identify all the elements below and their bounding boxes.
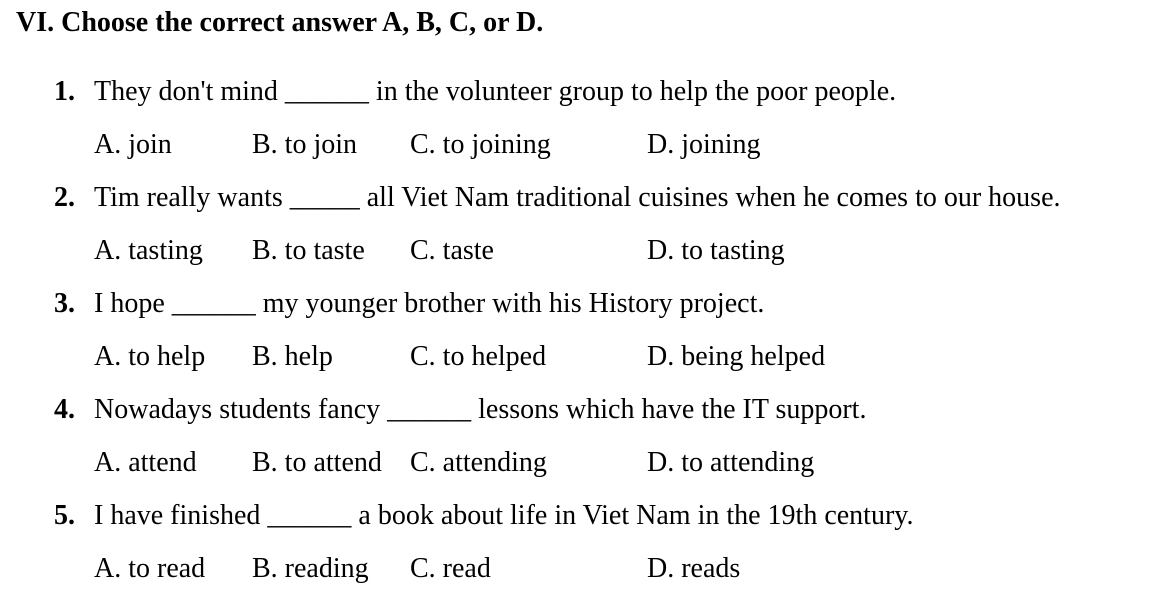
option-d[interactable]: D. to attending (647, 447, 815, 478)
question-stem (54, 498, 913, 534)
question-5 (54, 498, 1162, 604)
option-a[interactable]: A. join (94, 129, 172, 160)
option-b[interactable]: B. to attend (252, 447, 382, 478)
answer-blank: ______ (387, 394, 472, 425)
question-4 (54, 392, 1162, 498)
option-a[interactable]: A. attend (94, 447, 197, 478)
answer-blank: _____ (289, 182, 360, 213)
question-stem (54, 286, 764, 322)
option-c[interactable]: C. to helped (410, 341, 547, 372)
option-a[interactable]: A. tasting (94, 235, 203, 266)
question-number: 2. (54, 182, 75, 213)
option-c[interactable]: C. attending (410, 447, 547, 478)
question-3 (54, 286, 1162, 392)
answer-options (54, 127, 1162, 163)
answer-options (54, 551, 1162, 587)
answer-options (54, 339, 1162, 375)
question-number: 5. (54, 500, 75, 531)
question-text-before: Nowadays students fancy (94, 394, 388, 425)
answer-options (54, 445, 1162, 481)
option-a[interactable]: A. to read (94, 553, 206, 584)
option-c[interactable]: C. to joining (410, 129, 551, 160)
question-text-before: They don't mind (94, 76, 285, 107)
section-title: VI. Choose the correct answer A, B, C, or D. (16, 7, 544, 38)
question-text-after: lessons which have the IT support. (471, 394, 867, 425)
option-b[interactable]: B. to taste (252, 235, 365, 266)
option-c[interactable]: C. taste (410, 235, 494, 266)
answer-options (54, 233, 1162, 269)
option-b[interactable]: B. to join (252, 129, 358, 160)
question-text-after: all Viet Nam traditional cuisines when he comes to our house. (359, 182, 1061, 213)
question-number: 3. (54, 288, 75, 319)
option-d[interactable]: D. reads (647, 553, 741, 584)
option-b[interactable]: B. help (252, 341, 333, 372)
option-d[interactable]: D. joining (647, 129, 761, 160)
question-text-before: I have finished (94, 500, 268, 531)
question-text-after: a book about life in Viet Nam in the 19th century. (351, 500, 914, 531)
question-stem (54, 74, 896, 110)
answer-blank: ______ (284, 76, 369, 107)
question-text-after: my younger brother with his History project. (255, 288, 765, 319)
option-a[interactable]: A. to help (94, 341, 206, 372)
option-d[interactable]: D. being helped (647, 341, 826, 372)
question-number: 4. (54, 394, 75, 425)
question-stem (54, 392, 866, 428)
question-text-after: in the volunteer group to help the poor people. (368, 76, 897, 107)
option-d[interactable]: D. to tasting (647, 235, 785, 266)
answer-blank: ______ (171, 288, 256, 319)
option-c[interactable]: C. read (410, 553, 491, 584)
question-2 (54, 180, 1162, 286)
question-stem (54, 180, 1061, 216)
question-number: 1. (54, 76, 75, 107)
question-text-before: Tim really wants (94, 182, 290, 213)
question-1 (54, 74, 1162, 180)
answer-blank: ______ (267, 500, 352, 531)
question-text-before: I hope (94, 288, 172, 319)
option-b[interactable]: B. reading (252, 553, 369, 584)
